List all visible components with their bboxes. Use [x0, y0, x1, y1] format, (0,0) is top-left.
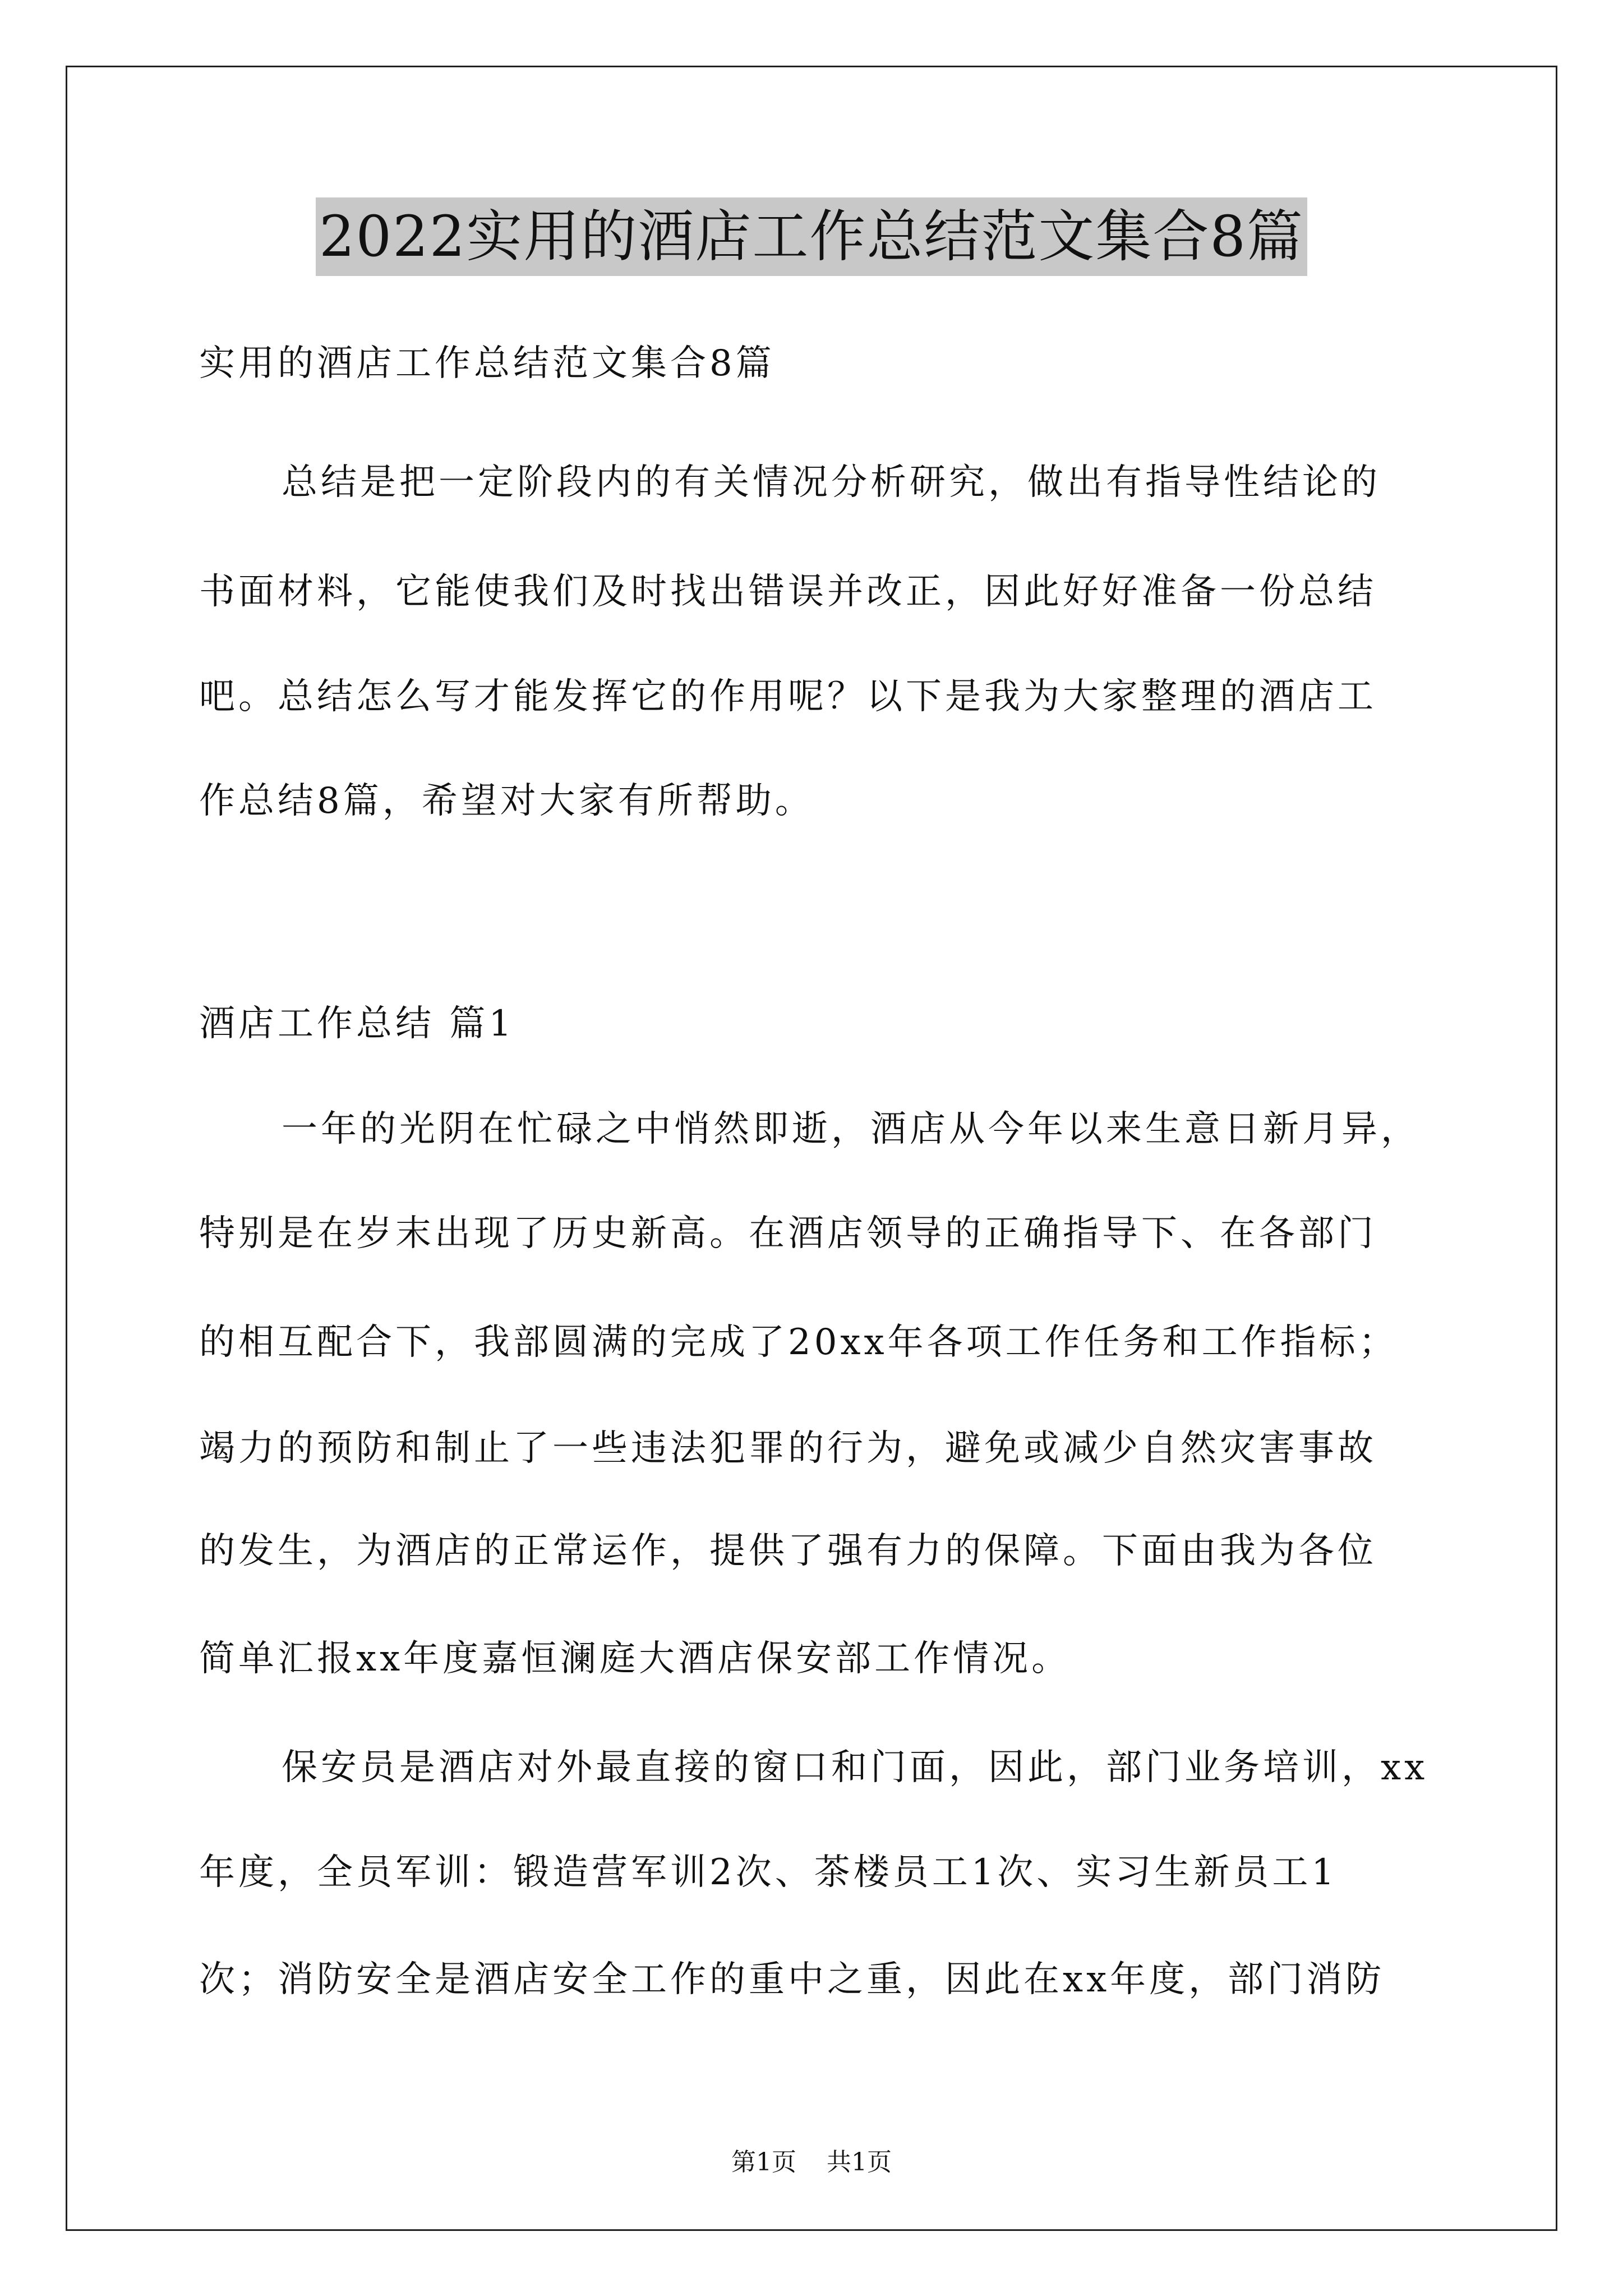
page-footer [0, 2146, 1623, 2179]
body-line: 吧。总结怎么写才能发挥它的作用呢？以下是我为大家整理的酒店工 [199, 676, 1377, 717]
body-line: 竭力的预防和制止了一些违法犯罪的行为，避免或减少自然灾害事故 [199, 1428, 1377, 1469]
subtitle-line: 实用的酒店工作总结范文集合8篇 [199, 343, 775, 384]
page-number: 第1页 [731, 2148, 796, 2177]
body-line: 一年的光阴在忙碌之中悄然即逝，酒店从今年以来生意日新月异， [282, 1108, 1420, 1150]
body-line: 保安员是酒店对外最直接的窗口和门面，因此，部门业务培训，xx [282, 1747, 1428, 1788]
body-line: 书面材料，它能使我们及时找出错误并改正，因此好好准备一份总结 [199, 571, 1377, 613]
section-heading: 酒店工作总结 篇1 [199, 1003, 515, 1045]
body-line: 的发生，为酒店的正常运作，提供了强有力的保障。下面由我为各位 [199, 1530, 1377, 1572]
title-container [0, 197, 1623, 276]
body-line: 总结是把一定阶段内的有关情况分析研究，做出有指导性结论的 [282, 462, 1381, 503]
document-title: 2022实用的酒店工作总结范文集合8篇 [316, 197, 1307, 276]
page-total: 共1页 [827, 2148, 892, 2177]
body-line: 特别是在岁末出现了历史新高。在酒店领导的正确指导下、在各部门 [199, 1213, 1377, 1254]
body-line: 的相互配合下，我部圆满的完成了20xx年各项工作任务和工作指标； [199, 1322, 1398, 1363]
body-line: 作总结8篇，希望对大家有所帮助。 [199, 780, 814, 822]
body-line: 次；消防安全是酒店安全工作的重中之重，因此在xx年度，部门消防 [199, 1959, 1385, 2000]
body-line: 简单汇报xx年度嘉恒澜庭大酒店保安部工作情况。 [199, 1638, 1071, 1680]
body-line: 年度，全员军训：锻造营军训2次、茶楼员工1次、实习生新员工1 [199, 1852, 1338, 1893]
